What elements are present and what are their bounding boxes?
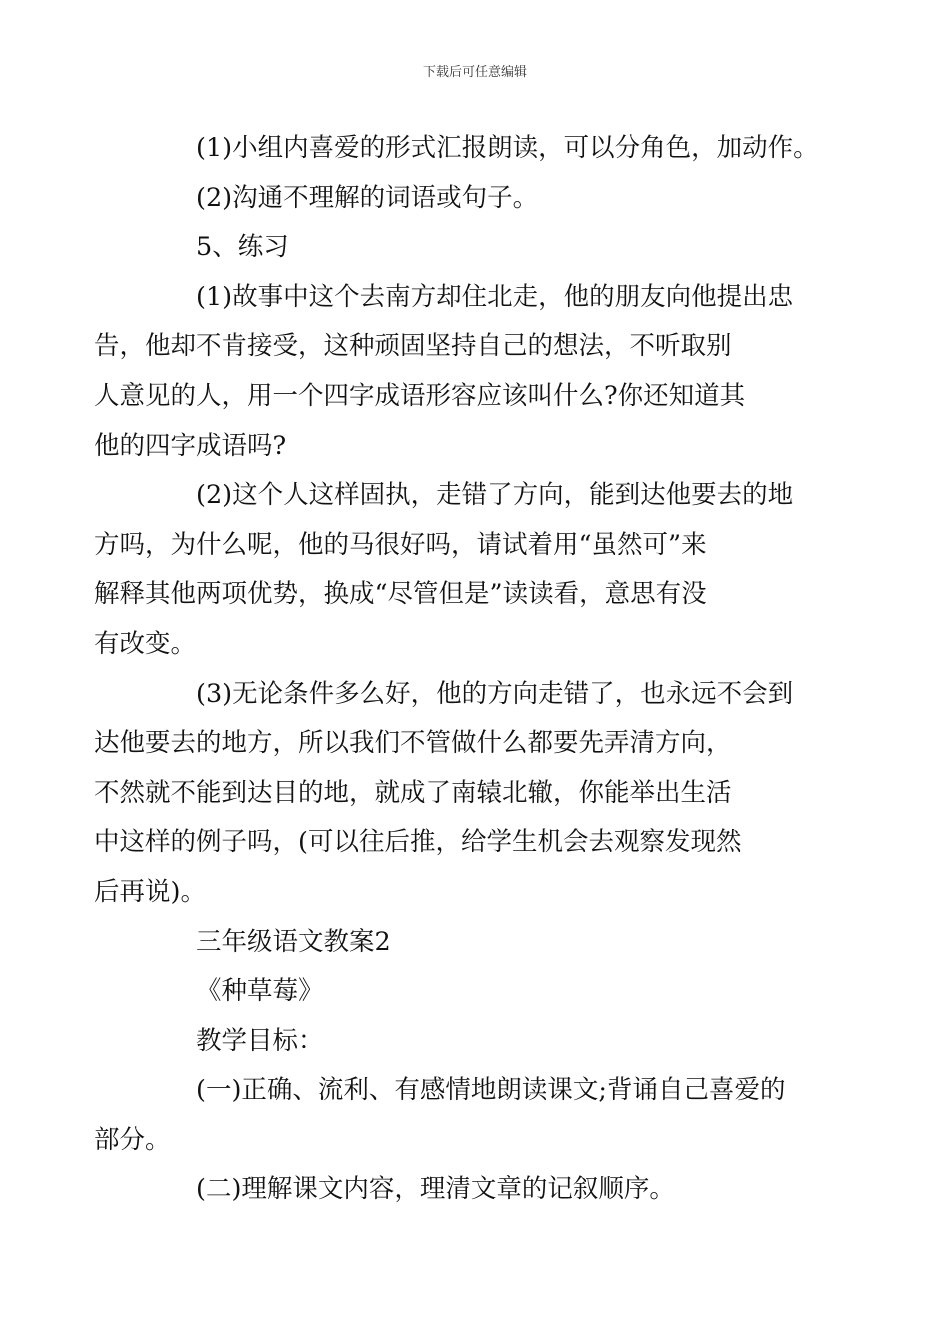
text-line: (二)理解课文内容，理清文章的记叙顺序。: [196, 1174, 675, 1205]
text-line: (2)沟通不理解的词语或句子。: [196, 182, 539, 213]
text-line: 不然就不能到达目的地，就成了南辕北辙，你能举出生活: [94, 777, 732, 808]
document-body: [94, 124, 819, 1215]
paragraph: [94, 273, 810, 471]
text-line: (一)正确、流利、有感情地朗读课文;背诵自己喜爱的: [196, 1075, 786, 1106]
page-header: 下载后可任意编辑: [422, 65, 527, 80]
paragraph: [94, 471, 810, 669]
paragraph: [94, 670, 810, 918]
text-line: 方吗，为什么呢，他的马很好吗，请试着用“虽然可”来: [94, 529, 707, 560]
section-heading: [145, 223, 810, 273]
text-line: 部分。: [94, 1124, 171, 1155]
lesson-title: [145, 967, 810, 1017]
section-heading: [145, 1017, 810, 1067]
text-line: 中这样的例子吗，(可以往后推，给学生机会去观察发现然: [94, 827, 742, 858]
text-line: 5、练习: [196, 232, 289, 263]
text-line: 教学目标：: [196, 1025, 324, 1056]
text-line: 有改变。: [94, 628, 197, 659]
text-line: 达他要去的地方，所以我们不管做什么都要先弄清方向，: [94, 728, 732, 759]
text-line: (1)小组内喜爱的形式汇报朗读，可以分角色，加动作。: [196, 133, 819, 163]
text-line: 他的四字成语吗?: [94, 430, 287, 461]
text-line: (3)无论条件多么好，他的方向走错了，也永远不会到: [196, 678, 794, 709]
text-line: 《种草莓》: [196, 976, 324, 1007]
text-line: (1)故事中这个去南方却住北走，他的朋友向他提出忠: [196, 281, 794, 312]
text-line: (2)这个人这样固执，走错了方向，能到达他要去的地: [196, 480, 794, 511]
text-line: 解释其他两项优势，换成“尽管但是”读读看，意思有没: [94, 579, 707, 610]
paragraph: [145, 124, 819, 174]
text-line: 三年级语文教案2: [196, 926, 391, 957]
text-line: 后再说)。: [94, 876, 206, 907]
paragraph: [145, 174, 810, 224]
text-line: 告，他却不肯接受，这种顽固坚持自己的想法，不听取别: [94, 331, 732, 362]
text-line: 人意见的人，用一个四字成语形容应该叫什么?你还知道其: [94, 380, 746, 411]
section-title: [145, 918, 810, 968]
paragraph: [94, 1066, 810, 1165]
paragraph: [145, 1165, 810, 1215]
